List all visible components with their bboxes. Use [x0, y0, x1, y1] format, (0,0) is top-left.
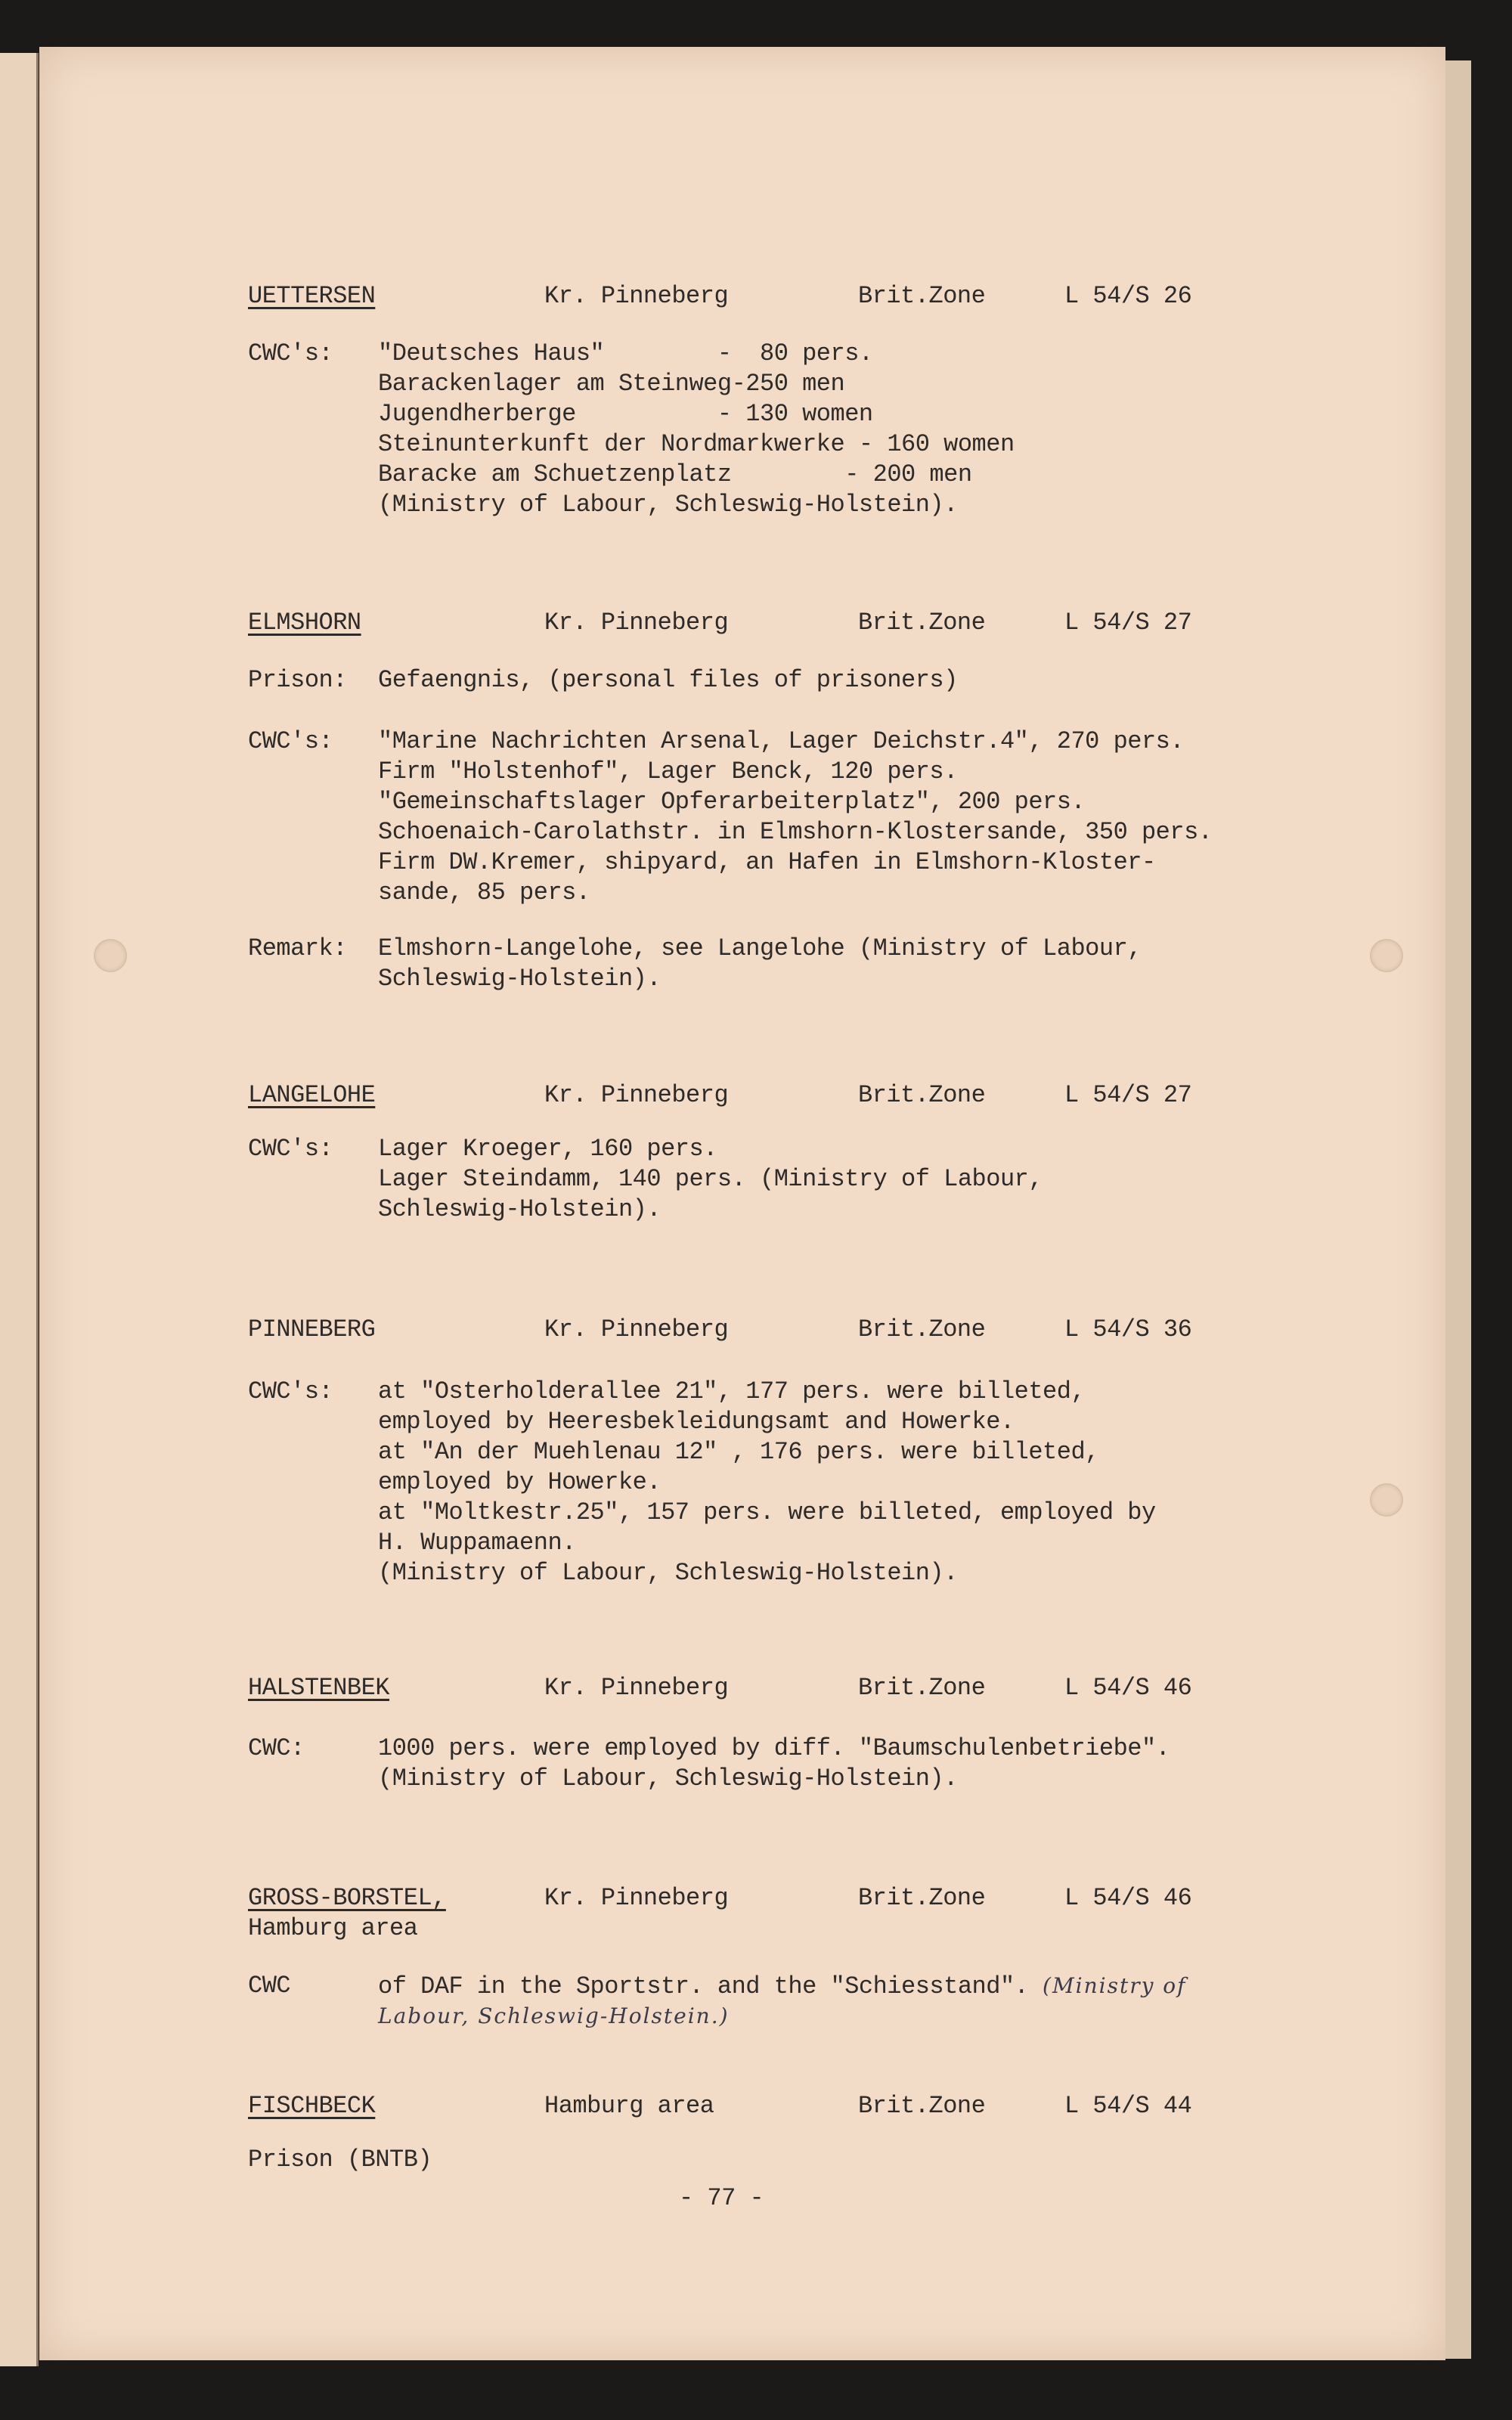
entry-line: Elmshorn-Langelohe, see Langelohe (Ministry of Labour,: [378, 934, 1142, 962]
district: Kr. Pinneberg: [544, 1081, 729, 1109]
zone: Brit.Zone: [858, 1884, 986, 1912]
place-name: PINNEBERG: [248, 1315, 376, 1343]
district: Kr. Pinneberg: [544, 1884, 729, 1912]
place-name: UETTERSEN: [248, 282, 376, 310]
previous-page-edge: [0, 53, 39, 2366]
entry-line: sande, 85 pers.: [378, 878, 590, 906]
entry-line: Lager Steindamm, 140 pers. (Ministry of Labour,: [378, 1165, 1043, 1193]
place-name: LANGELOHE: [248, 1081, 376, 1109]
district: Hamburg area: [544, 2092, 714, 2120]
binding-hole: [94, 939, 127, 972]
reference-code: L 54/S 46: [1064, 1884, 1192, 1912]
entry-line: employed by Heeresbekleidungsamt and Howerke.: [378, 1408, 1015, 1436]
entry-line: (Ministry of Labour, Schleswig-Holstein).: [378, 1559, 958, 1587]
entry-line: employed by Howerke.: [378, 1468, 662, 1496]
entry-line: (Ministry of Labour, Schleswig-Holstein).: [378, 1765, 958, 1793]
handwritten-annotation: Labour, Schleswig-Holstein.): [378, 2003, 730, 2028]
entry-label: CWC's:: [248, 1377, 333, 1405]
page-number: - 77 -: [679, 2184, 764, 2212]
place-name: FISCHBECK: [248, 2092, 376, 2120]
district: Kr. Pinneberg: [544, 609, 729, 637]
handwritten-annotation: (Ministry of: [1043, 1973, 1187, 1998]
zone: Brit.Zone: [858, 609, 986, 637]
entry-line: "Gemeinschaftslager Opferarbeiterplatz", 200 pers.: [378, 788, 1086, 816]
reference-code: L 54/S 27: [1064, 609, 1192, 637]
place-subname: Hamburg area: [248, 1914, 418, 1942]
entry-label: Prison (BNTB): [248, 2146, 432, 2174]
entry-line: Firm "Holstenhof", Lager Benck, 120 pers.: [378, 758, 958, 785]
entry-line: Jugendherberge - 130 women: [378, 400, 873, 428]
entry-line: Schleswig-Holstein).: [378, 965, 662, 993]
reference-code: L 54/S 44: [1064, 2092, 1192, 2120]
reference-code: L 54/S 36: [1064, 1315, 1192, 1343]
entry-line: Baracke am Schuetzenplatz - 200 men: [378, 460, 972, 488]
reference-code: L 54/S 27: [1064, 1081, 1192, 1109]
entry-line: Gefaengnis, (personal files of prisoners): [378, 666, 958, 694]
district: Kr. Pinneberg: [544, 282, 729, 310]
page-stack-edge: [1445, 60, 1471, 2359]
zone: Brit.Zone: [858, 2092, 986, 2120]
binding-hole: [1370, 1483, 1403, 1517]
reference-code: L 54/S 46: [1064, 1674, 1192, 1702]
place-name: ELMSHORN: [248, 609, 361, 637]
entry-line-with-annotation: [378, 1971, 1187, 2002]
zone: Brit.Zone: [858, 1081, 986, 1109]
entry-label: Prison:: [248, 666, 347, 694]
entry-line: at "An der Muehlenau 12" , 176 pers. were billeted,: [378, 1438, 1099, 1466]
zone: Brit.Zone: [858, 282, 986, 310]
entry-line: Steinunterkunft der Nordmarkwerke - 160 women: [378, 430, 1015, 458]
entry-label: CWC's:: [248, 339, 333, 367]
district: Kr. Pinneberg: [544, 1674, 729, 1702]
entry-line: 1000 pers. were employed by diff. "Baumschulenbetriebe".: [378, 1734, 1170, 1762]
entry-label: CWC's:: [248, 1135, 333, 1163]
entry-line: Schoenaich-Carolathstr. in Elmshorn-Klostersande, 350 pers.: [378, 818, 1213, 846]
reference-code: L 54/S 26: [1064, 282, 1192, 310]
entry-line: H. Wuppamaenn.: [378, 1529, 576, 1557]
zone: Brit.Zone: [858, 1315, 986, 1343]
entry-line: Firm DW.Kremer, shipyard, an Hafen in Elmshorn-Kloster-: [378, 848, 1156, 876]
entry-line: "Deutsches Haus" - 80 pers.: [378, 339, 873, 367]
entry-line: at "Moltkestr.25", 157 pers. were billeted, employed by: [378, 1498, 1156, 1526]
entry-line: (Ministry of Labour, Schleswig-Holstein).: [378, 491, 958, 519]
entry-line: Schleswig-Holstein).: [378, 1195, 662, 1223]
entry-line: "Marine Nachrichten Arsenal, Lager Deichstr.4", 270 pers.: [378, 727, 1185, 755]
binding-hole: [1370, 939, 1403, 972]
entry-line: Barackenlager am Steinweg-250 men: [378, 370, 845, 398]
zone: Brit.Zone: [858, 1674, 986, 1702]
entry-label: Remark:: [248, 934, 347, 962]
place-name: HALSTENBEK: [248, 1674, 390, 1702]
entry-line: of DAF in the Sportstr. and the "Schiesstand".: [378, 1972, 1029, 2000]
district: Kr. Pinneberg: [544, 1315, 729, 1343]
entry-line: Lager Kroeger, 160 pers.: [378, 1135, 717, 1163]
entry-label: CWC:: [248, 1734, 305, 1762]
entry-label: CWC: [248, 1972, 291, 2000]
entry-label: CWC's:: [248, 727, 333, 755]
place-name: GROSS-BORSTEL,: [248, 1884, 446, 1912]
entry-line: at "Osterholderallee 21", 177 pers. were billeted,: [378, 1377, 1086, 1405]
